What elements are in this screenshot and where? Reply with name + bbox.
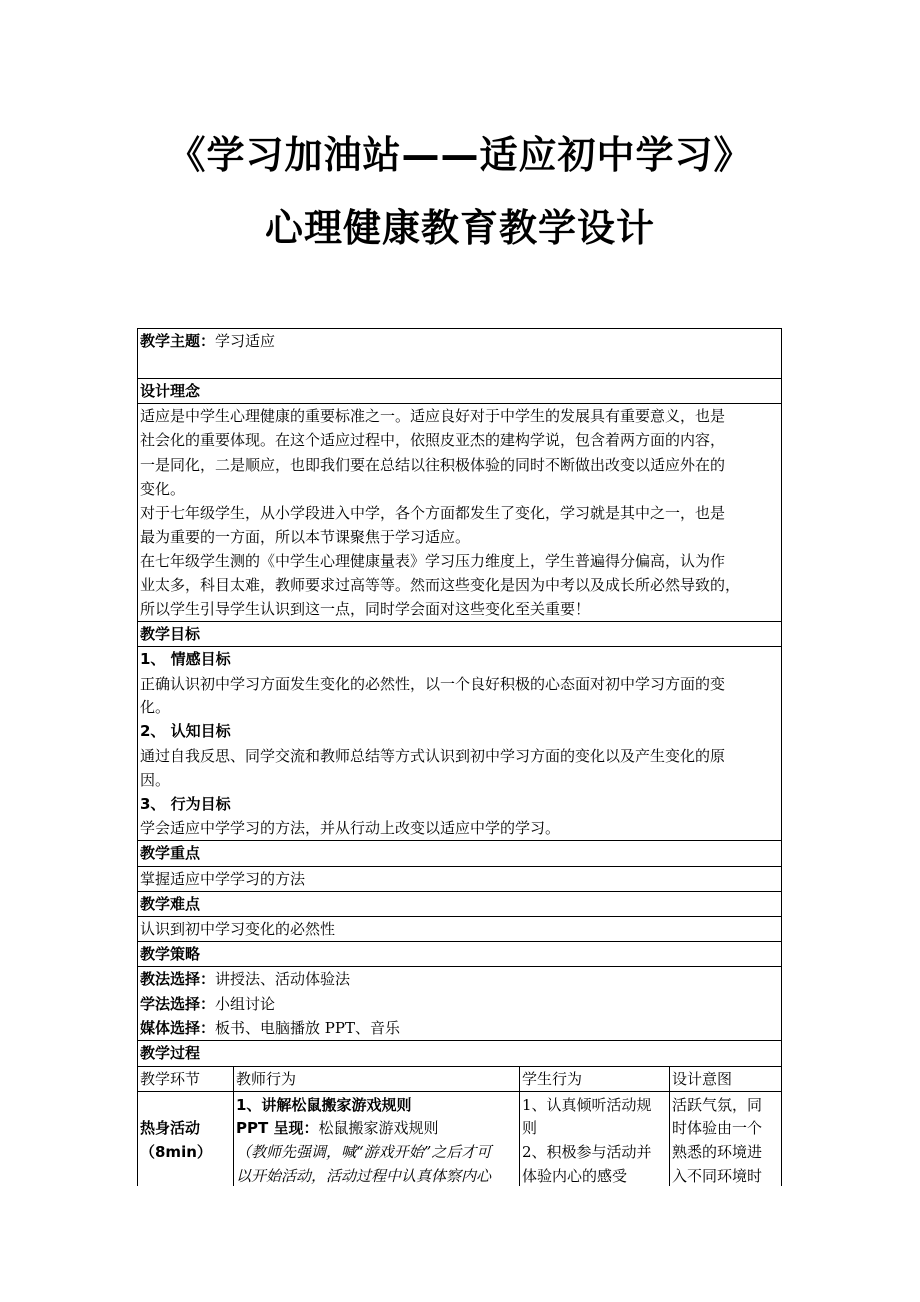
key-point-text: 掌握适应中学学习的方法: [140, 870, 306, 888]
student-line: 2、积极参与活动并: [522, 1143, 652, 1161]
strategy-method-value: 讲授法、活动体验法: [215, 970, 351, 988]
concept-line: 适应是中学生心理健康的重要标准之一。适应良好对于中学生的发展具有重要意义，也是: [140, 407, 726, 425]
process-stage-duration: （8min）: [140, 1143, 212, 1161]
goal-emotion-line: 化。: [140, 698, 171, 716]
goal-behavior-line: 学会适应中学学习的方法，并从行动上改变以适应中学的学习。: [140, 819, 561, 837]
goal-emotion-line: 正确认识初中学习方面发生变化的必然性，以一个良好积极的心态面对初中学习方面的变: [140, 675, 726, 693]
theme-label: 教学主题：: [140, 332, 216, 350]
goals-heading: 教学目标: [140, 625, 201, 643]
strategy-method: [140, 969, 350, 989]
teacher-step-title: 1、讲解松鼠搬家游戏规则: [236, 1096, 412, 1114]
intent-line: 熟悉的环境进: [672, 1143, 763, 1161]
theme-row: [140, 331, 275, 351]
strategy-study: [140, 994, 275, 1014]
student-line: 则: [522, 1119, 538, 1137]
doc-title-line1: 《学习加油站——适应初中学习》: [167, 133, 753, 177]
goal-emotion-title: 1、 情感目标: [140, 650, 231, 668]
strategy-heading: 教学策略: [140, 945, 201, 963]
goal-behavior-title: 3、 行为目标: [140, 795, 231, 813]
concept-line: 业太多，科目太难，教师要求过高等等。然而这些变化是因为中考以及成长所必然导致的，: [140, 576, 741, 594]
goal-cognition-line: 因。: [140, 771, 171, 789]
theme-value: 学习适应: [215, 332, 276, 350]
difficulty-text: 认识到初中学习变化的必然性: [140, 920, 336, 938]
process-col-intent: 设计意图: [672, 1070, 733, 1088]
strategy-media: [140, 1018, 400, 1038]
intent-line: 活跃气氛，同: [672, 1096, 763, 1114]
strategy-media-label: 媒体选择：: [140, 1019, 216, 1037]
strategy-study-value: 小组讨论: [215, 995, 276, 1013]
strategy-media-value: 板书、电脑播放 PPT、音乐: [215, 1019, 400, 1037]
strategy-method-label: 教法选择：: [140, 970, 216, 988]
concept-line: 一是同化，二是顺应，也即我们要在总结以往积极体验的同时不断做出改变以适应外在的: [140, 456, 726, 474]
concept-line: 最为重要的一方面，所以本节课聚焦于学习适应。: [140, 528, 471, 546]
goal-cognition-line: 通过自我反思、同学交流和教师总结等方式认识到初中学习方面的变化以及产生变化的原: [140, 747, 726, 765]
strategy-study-label: 学法选择：: [140, 995, 216, 1013]
teacher-note: 以开始活动，活动过程中认真体察内心: [236, 1167, 492, 1185]
difficulty-heading: 教学难点: [140, 895, 201, 913]
concept-heading: 设计理念: [140, 382, 201, 400]
intent-line: 时体验由一个: [672, 1119, 763, 1137]
teacher-ppt: [236, 1118, 438, 1138]
process-col-stage: 教学环节: [140, 1070, 201, 1088]
student-line: 1、认真倾听活动规: [522, 1096, 652, 1114]
concept-line: 对于七年级学生，从小学段进入中学，各个方面都发生了变化，学习就是其中之一，也是: [140, 504, 726, 522]
concept-line: 在七年级学生测的《中学生心理健康量表》学习压力维度上，学生普遍得分偏高，认为作: [140, 552, 726, 570]
teacher-note: （教师先强调，喊“游戏开始”之后才可: [236, 1143, 492, 1161]
key-point-heading: 教学重点: [140, 844, 201, 862]
concept-line: 变化。: [140, 480, 186, 498]
teacher-ppt-value: 松鼠搬家游戏规则: [318, 1119, 439, 1137]
process-stage-name: 热身活动: [140, 1119, 201, 1137]
process-col-student: 学生行为: [522, 1070, 583, 1088]
process-heading: 教学过程: [140, 1044, 201, 1062]
process-col-teacher: 教师行为: [236, 1070, 297, 1088]
concept-line: 社会化的重要体现。在这个适应过程中，依照皮亚杰的建构学说，包含着两方面的内容，: [140, 431, 726, 449]
goal-cognition-title: 2、 认知目标: [140, 722, 231, 740]
doc-title-line2: 心理健康教育教学设计: [264, 206, 655, 250]
student-line: 体验内心的感受: [522, 1167, 628, 1185]
intent-line: 入不同环境时: [672, 1167, 763, 1185]
concept-line: 所以学生引导学生认识到这一点，同时学会面对这些变化至关重要！: [140, 600, 591, 618]
teacher-ppt-label: PPT 呈现：: [236, 1119, 319, 1137]
